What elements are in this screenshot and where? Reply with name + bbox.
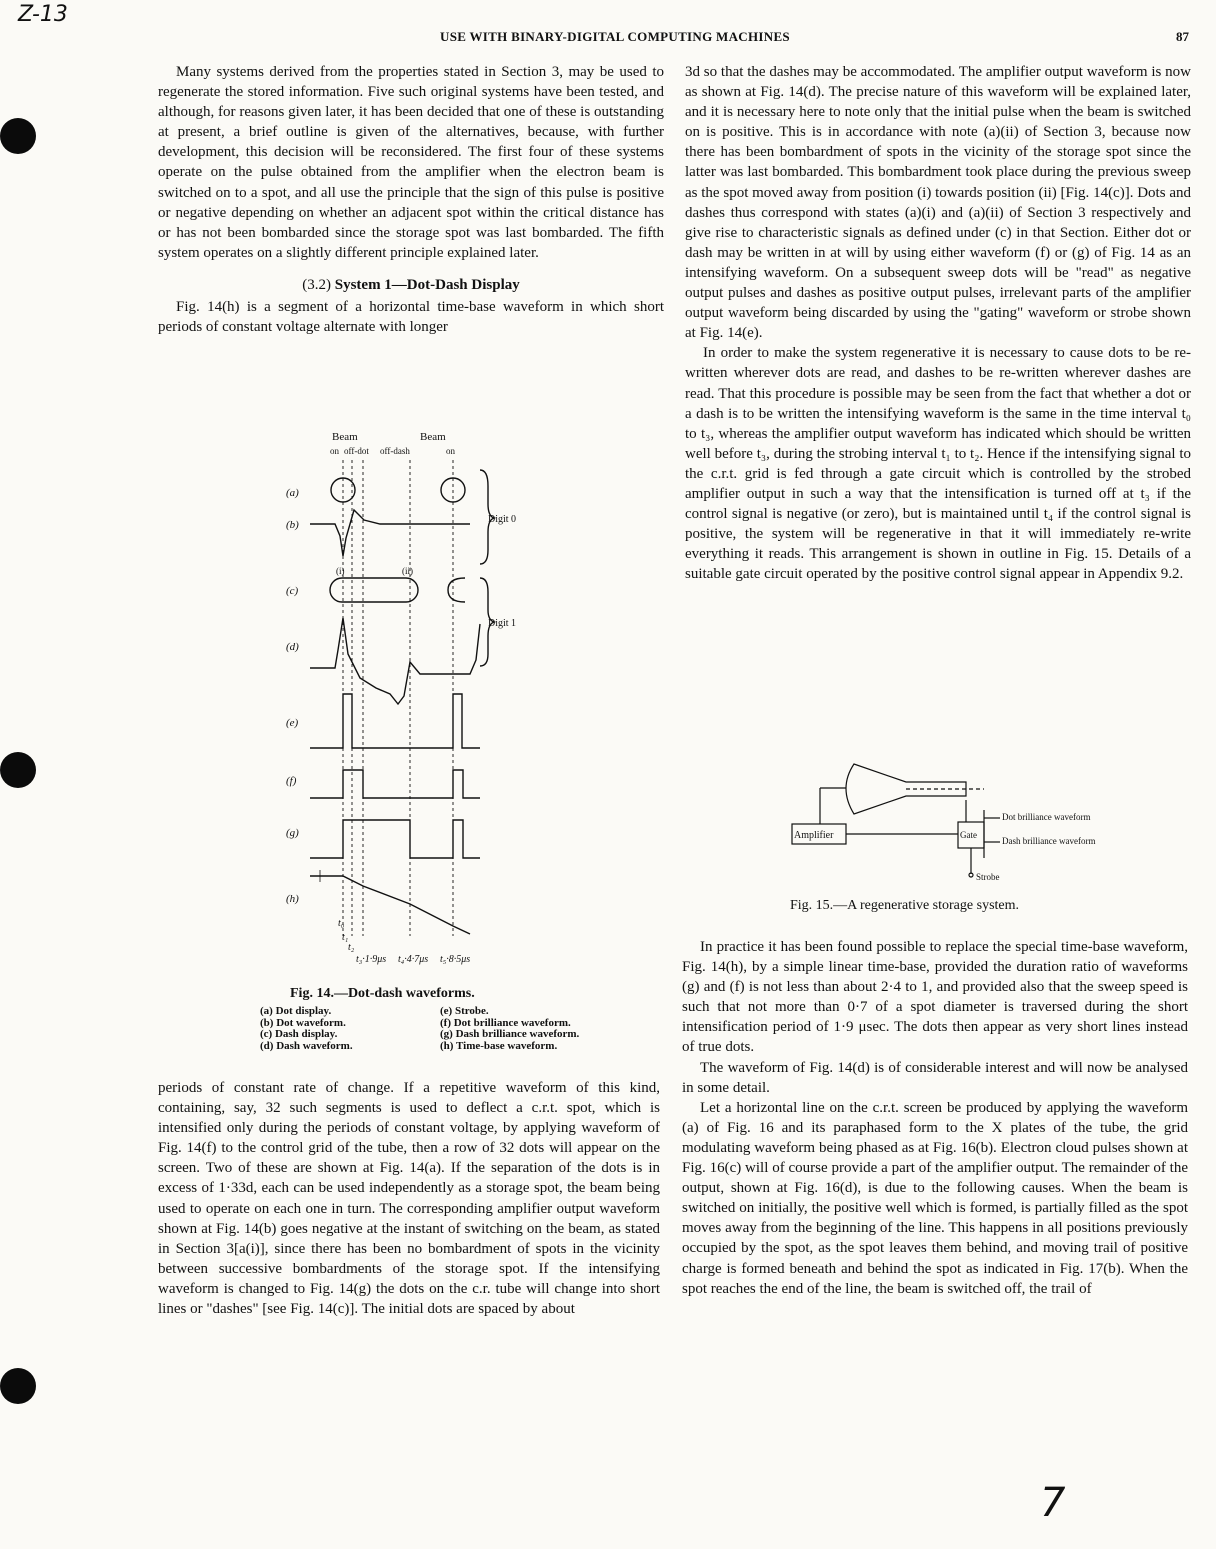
fig14-row-label: (b) [286,519,299,531]
running-header: USE WITH BINARY-DIGITAL COMPUTING MACHINES [440,29,790,44]
figure-14-waveforms [280,426,517,976]
punch-hole [0,752,36,788]
fig15-dot-label: Dot brilliance waveform [1002,812,1091,822]
section-heading-text: System 1—Dot-Dash Display [334,276,520,293]
figure-14-caption: Fig. 14.—Dot-dash waveforms. [290,986,475,1001]
fig14-row-label: (d) [286,641,299,653]
fig14-time-label: t₃·1·9μs [356,954,387,965]
fig15-dash-label: Dash brilliance waveform [1002,836,1096,846]
fig14-top-label: Beam [332,431,358,443]
fig14-time-mark: t₀ [338,918,345,929]
right-paragraph-1: 3d so that the dashes may be accommodated. The amplifier output waveform is now as shown at Fig. 14(d). The precise nature of this waveform will be explained later, and it is necessary here to note only that the initial pulse when the beam is switched on is positive. This is in accordance with note (a)(ii) of Section 3, because now there has been bombardment of spots in the vicinity of the storage spot since the latter was last bombarded. This bombardment took place during the previous sweep as the spot moved away from position (i) towards position (ii) [Fig. 14(c)]. Dots and dashes thus correspond with states (a)(i) and (a)(ii) of Section 3 respectively and give rise to characteristic signals as defined under (c) in that Section. Either dot or dash may be written in at will by using either waveform (f) or (g) of Fig. 14 as an intensifying waveform. On a subsequent sweep dots will be "read" as negative output pulses and dashes as positive output pulses, irrelevant parts of the amplifier output waveform being discarded by using the "gating" waveform or strobe shown at Fig. 14(e). [685,64,1191,342]
punch-hole [0,1368,36,1404]
fig14-time-label: t₅·8·5μs [440,954,471,965]
fig15-gate-label: Gate [960,830,977,840]
fig14-row-label: (h) [286,893,299,905]
fig14-top-label: off-dot [344,446,369,456]
legend-item: (h) Time-base waveform. [440,1039,558,1052]
left-paragraph-2: Fig. 14(h) is a segment of a horizontal time-base waveform in which short periods of constant voltage alternate with longer [158,298,664,336]
figure-15-diagram [786,758,1106,888]
section-heading-number: (3.2) [302,276,331,293]
legend-item: (g) Dash brilliance waveform. [440,1028,580,1040]
legend-item: (f) Dot brilliance waveform. [440,1016,571,1029]
section-heading [158,275,664,295]
fig15-amplifier-label: Amplifier [794,830,834,841]
legend-item: (a) Dot display. [260,1005,332,1017]
fig14-digit-label: Digit 0 [488,514,517,525]
fig14-top-label: off-dash [380,446,410,456]
fig14-top-label: on [446,446,455,456]
legend-item: (d) Dash waveform. [260,1039,353,1052]
corner-handwritten-mark: Z-13 [18,2,68,27]
legend-item: (b) Dot waveform. [260,1016,346,1029]
left-paragraph-1: Many systems derived from the properties stated in Section 3, may be used to regenerate the stored information. Five such original systems have been tested, and although, for reasons given later, it has been decided that one of these is outstanding at present, a brief outline is given of the alternatives, because, with further development, this decision will be reconsidered. The first four of these systems operate on the pulse obtained from the amplifier when the electron beam is switched on to a spot, and all use the principle that the sign of this pulse is positive or negative depending on whether an adjacent spot within the critical distance has or has not been bombarded since the storage spot was last bombarded. The fifth system operates on a slightly different principle explained later. [158,64,664,261]
fig14-region-label: (ii) [402,566,413,576]
fig14-top-label: on [330,446,339,456]
bottom-handwritten-number: 7 [1040,1480,1066,1526]
fig14-time-mark: t₁ [342,932,349,943]
fig14-time-label: t₄·4·7μs [398,954,429,965]
fig14-digit-label: Digit 1 [488,618,517,629]
left-column-bottom [158,1078,660,1319]
page-number: 87 [1176,29,1189,44]
fig14-region-label: (i) [336,566,345,576]
right-paragraph-5: Let a horizontal line on the c.r.t. screen be produced by applying the waveform (a) of Fig. 16 and its paraphased form to the X plates of the tube, the grid modulating waveform being phased as at Fig. 16(b). Electron cloud pulses shown at Fig. 16(c) will of course provide a part of the amplifier output. The remainder of the output, shown at Fig. 16(d), is due to the following causes. When the beam is switched on initially, the positive well which is formed, is partially filled as the spot moves away from the beginning of the line. This happens in all positions previously occupied by the spot, as the spot leaves them behind, and moving trail of positive charge is formed beneath and behind the spot as indicated in Fig. 17(b). When the spot reaches the end of the line, the beam is switched off, the trail of [682,1099,1188,1297]
punch-hole [0,118,36,154]
fig14-row-label: (c) [286,585,299,597]
legend-item: (c) Dash display. [260,1028,338,1040]
fig14-row-label: (f) [286,775,297,787]
fig15-strobe-label: Strobe [976,872,1000,882]
right-column-bottom [682,937,1188,1299]
fig14-row-label: (e) [286,717,299,729]
fig14-top-label: Beam [420,431,446,443]
figure-14-legend-left [260,1006,353,1052]
right-paragraph-4: The waveform of Fig. 14(d) is of considerable interest and will now be analysed in some detail. [682,1059,1188,1096]
right-column-top [685,62,1191,584]
left-paragraph-3: periods of constant rate of change. If a repetitive waveform of this kind, containing, say, 32 such segments is used to deflect a c.r.t. spot, which is intensified only during the periods of constant voltage, by applying waveform of Fig. 14(f) to the control grid of the tube, then a row of 32 dots will appear on the screen. Two of these are shown at Fig. 14(a). If the separation of the dots is in excess of 1·33d, each can be used independently as a storage spot, the beam being used to operate on each one in turn. The corresponding amplifier output waveform shown at Fig. 14(b) goes negative at the instant of switching on the beam, as stated in Section 3[a(i)], since there has been no bombardment of spots in the vicinity between successive bombardments of the storage spot. If the intensifying waveform is changed to Fig. 14(g) the dots on the c.r. tube will change into short lines or "dashes" [see Fig. 14(c)]. The initial dots are spaced by about [158,1080,660,1318]
left-column-top [158,62,664,337]
right-paragraph-3: In practice it has been found possible to replace the special time-base waveform, Fig. 14(h), by a simple linear time-base, provided the duration ratio of waveforms (g) and (f) is not less than about 2·4 to 1, and provided also that the sweep speed is such that not more than 0·7 of a spot diameter is traversed during the short intensification period of 1·9 μsec. The dots then appear as very short lines instead of true dots. [682,939,1188,1056]
fig14-row-label: (g) [286,827,299,839]
figure-15-caption: Fig. 15.—A regenerative storage system. [790,898,1020,913]
figure-14-legend-right [440,1006,579,1052]
fig14-time-mark: t₂ [348,942,355,953]
right-paragraph-2: In order to make the system regenerative it is necessary to cause dots to be re-written wherever dots are read, and dashes to be re-written wherever dashes are read. That this procedure is possible may be seen from the fact that whether a dot or a dash is to be written the intensifying waveform is the same in the time interval t₀ to t₃, whereas the amplifier output waveform has indicated which should be written well before t₃, during the strobing interval t₁ to t₂. Hence if the intensifying signal to the c.r.t. grid is fed through a gate circuit which is controlled by the strobed amplifier output in such a way that the intensification is turned off at t₃ if the control signal is negative (or zero), but is maintained until t₄ if the control signal is positive, the system will be regenerative in that it will immediately re-write everything it reads. This arrangement is shown in outline in Fig. 15. Details of a suitable gate circuit operated by the positive control signal appear in Appendix 9.2. [685,345,1191,583]
fig14-row-label: (a) [286,487,299,499]
legend-item: (e) Strobe. [440,1005,489,1017]
